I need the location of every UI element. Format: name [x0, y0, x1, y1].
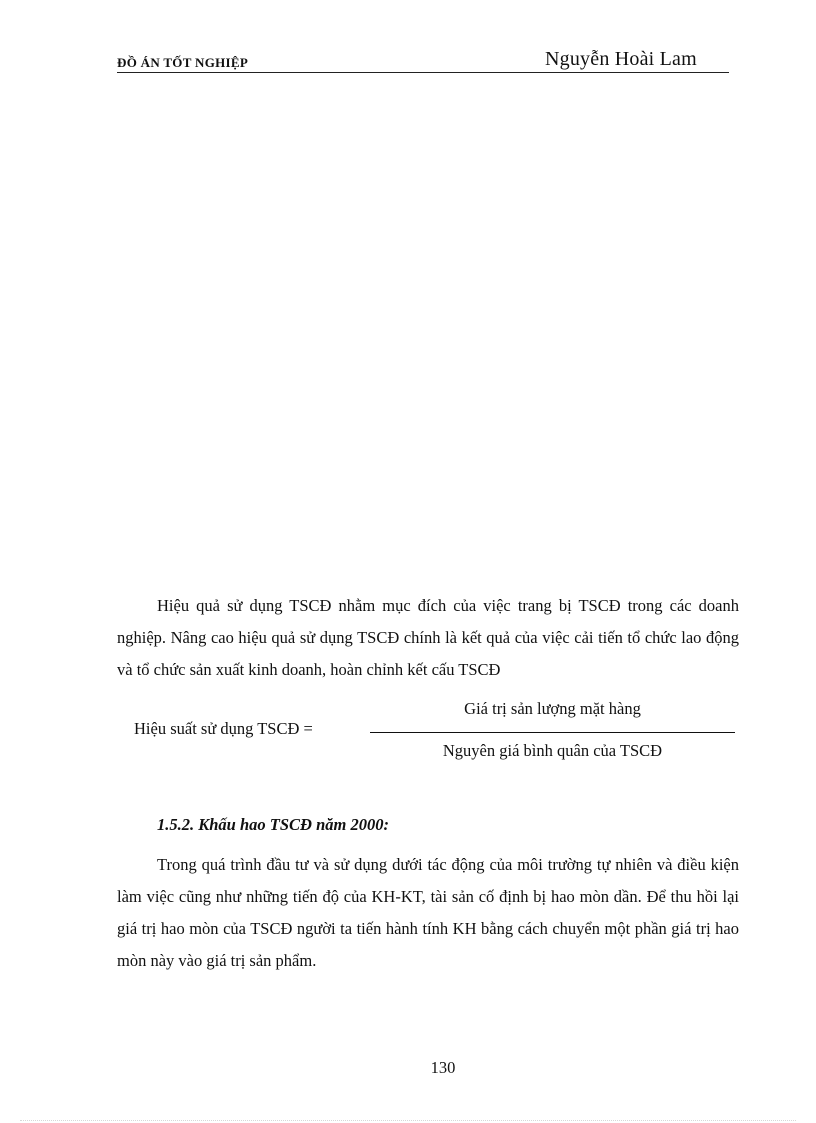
formula-label: Hiệu suất sử dụng TSCĐ =: [134, 719, 313, 738]
formula-numerator: Giá trị sản lượng mặt hàng: [464, 699, 641, 718]
section-heading: 1.5.2. Khấu hao TSCĐ năm 2000:: [157, 815, 389, 834]
header-underline: [117, 72, 729, 73]
page-number: 130: [430, 1058, 456, 1077]
header-author-name: Nguyễn Hoài Lam: [545, 48, 697, 70]
footer-dotted-line: [20, 1120, 796, 1121]
formula-denominator: Nguyên giá bình quân của TSCĐ: [442, 741, 663, 760]
paragraph-depreciation: Trong quá trình đầu tư và sử dụng dưới tác động của môi trường tự nhiên và điều kiện làm việc cũng như những tiến độ của KH-KT, tài sản cố định bị hao mòn dần. Để thu hồi lại giá trị hao mòn của TSCĐ người ta tiến hành tính KH bằng cách chuyển một phần giá trị hao mòn này vào giá trị sản phẩm.: [117, 855, 739, 970]
paragraph-efficiency: Hiệu quả sử dụng TSCĐ nhằm mục đích của việc trang bị TSCĐ trong các doanh nghiệp. Nâng cao hiệu quả sử dụng TSCĐ chính là kết quả của việc cải tiến tổ chức lao động và tổ chức sản xuất kinh doanh, hoàn chỉnh kết cấu TSCĐ: [117, 596, 739, 679]
header-document-title: ĐỒ ÁN TỐT NGHIỆP: [117, 55, 249, 70]
formula-fraction-bar: [370, 732, 735, 733]
